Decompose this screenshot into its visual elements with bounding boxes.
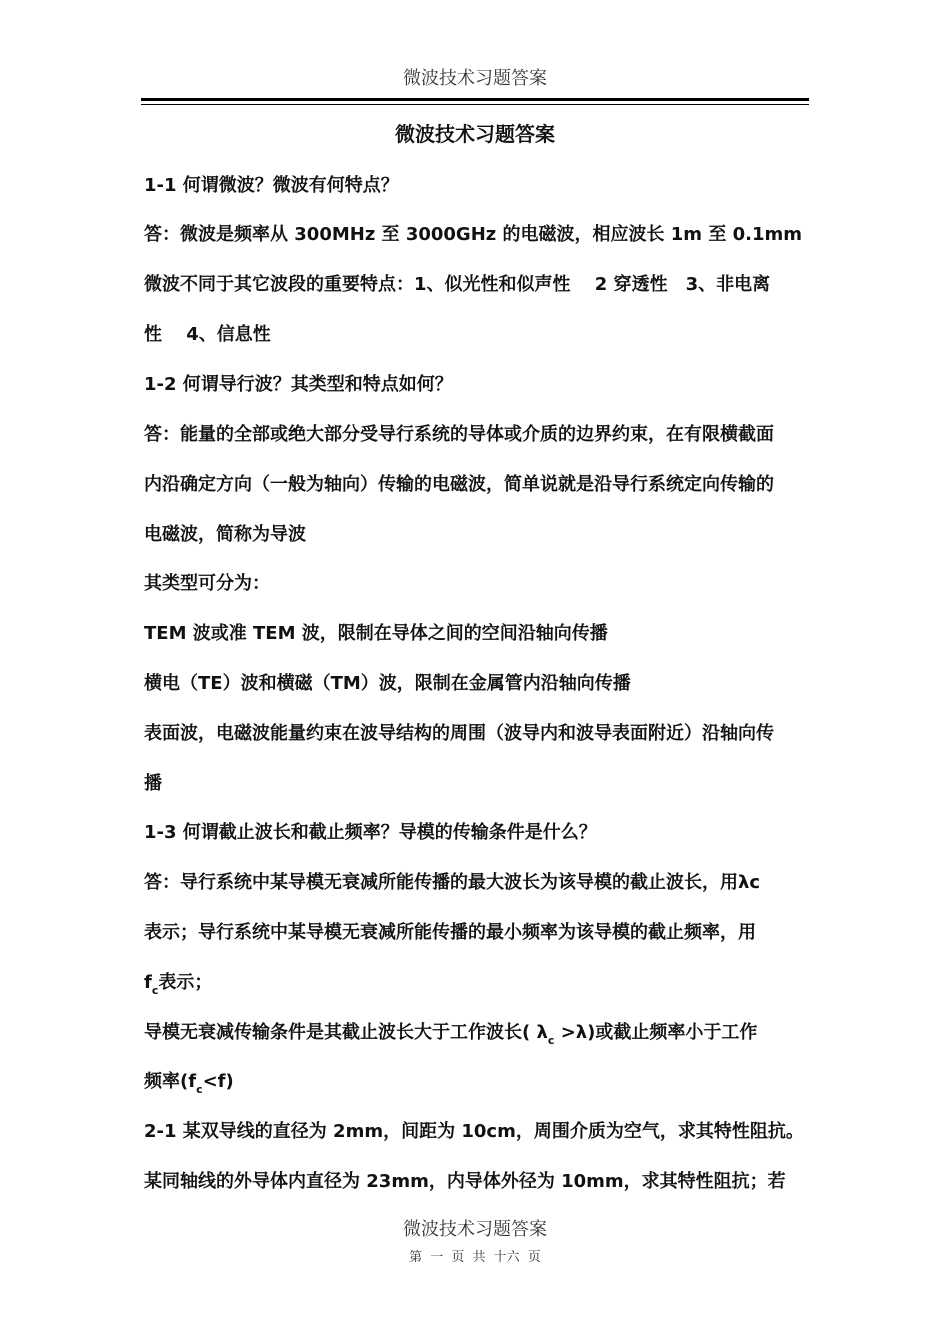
answer-line: 内沿确定方向（一般为轴向）传输的电磁波，简单说就是沿导行系统定向传输的 <box>144 474 774 495</box>
answer-line: TEM 波或准 TEM 波，限制在导体之间的空间沿轴向传播 <box>144 623 608 644</box>
answer-line <box>144 970 212 1004</box>
question-line: 某同轴线的外导体内直径为 23mm，内导体外径为 10mm，求其特性阻抗；若 <box>144 1171 786 1192</box>
answer-line: 表示；导行系统中某导模无衰减所能传播的最小频率为该导模的截止频率，用 <box>144 922 756 943</box>
header-rule-thick <box>141 98 809 101</box>
page-header: 微波技术习题答案 <box>403 68 547 89</box>
formula-text: >λ)或截止频率小于工作 <box>554 1022 758 1043</box>
answer-line: 答：导行系统中某导模无衰减所能传播的最大波长为该导模的截止波长，用λc <box>144 872 761 893</box>
subscript: c <box>547 1034 555 1047</box>
answer-line: 微波不同于其它波段的重要特点：1、似光性和似声性 2 穿透性 3、非电离 <box>144 274 771 295</box>
question-1-3: 1-3 何谓截止波长和截止频率？导模的传输条件是什么？ <box>144 822 597 843</box>
answer-line: 表面波，电磁波能量约束在波导结构的周围（波导内和波导表面附近）沿轴向传 <box>144 723 774 744</box>
header-rule-thin <box>141 104 809 105</box>
formula-text: <f) <box>202 1071 234 1092</box>
answer-line <box>144 1020 757 1054</box>
document-title: 微波技术习题答案 <box>395 122 555 146</box>
formula-text: 表示； <box>158 972 213 993</box>
answer-line: 答：微波是频率从 300MHz 至 3000GHz 的电磁波，相应波长 1m 至 0.1mm <box>144 224 802 245</box>
question-1-1: 1-1 何谓微波？微波有何特点？ <box>144 175 399 196</box>
formula-text: 导模无衰减传输条件是其截止波长大于工作波长( λ <box>144 1022 548 1043</box>
answer-line: 答：能量的全部或绝大部分受导行系统的导体或介质的边界约束，在有限横截面 <box>144 424 774 445</box>
subscript: c <box>151 984 159 997</box>
page-number: 第 一 页 共 十六 页 <box>409 1250 541 1265</box>
answer-line: 播 <box>144 773 162 794</box>
page-footer: 微波技术习题答案 <box>403 1219 547 1240</box>
subscript: c <box>196 1083 203 1096</box>
formula-text: 频率(f <box>144 1071 197 1092</box>
answer-line: 电磁波，简称为导波 <box>144 524 306 545</box>
answer-line: 其类型可分为： <box>144 573 270 594</box>
answer-line: 横电（TE）波和横磁（TM）波，限制在金属管内沿轴向传播 <box>144 673 631 694</box>
answer-line <box>144 1069 234 1103</box>
question-2-1: 2-1 某双导线的直径为 2mm，间距为 10cm，周围介质为空气，求其特性阻抗。 <box>144 1121 804 1142</box>
answer-line: 性 4、信息性 <box>144 324 271 345</box>
formula-text: f <box>144 972 152 993</box>
question-1-2: 1-2 何谓导行波？其类型和特点如何？ <box>144 374 453 395</box>
